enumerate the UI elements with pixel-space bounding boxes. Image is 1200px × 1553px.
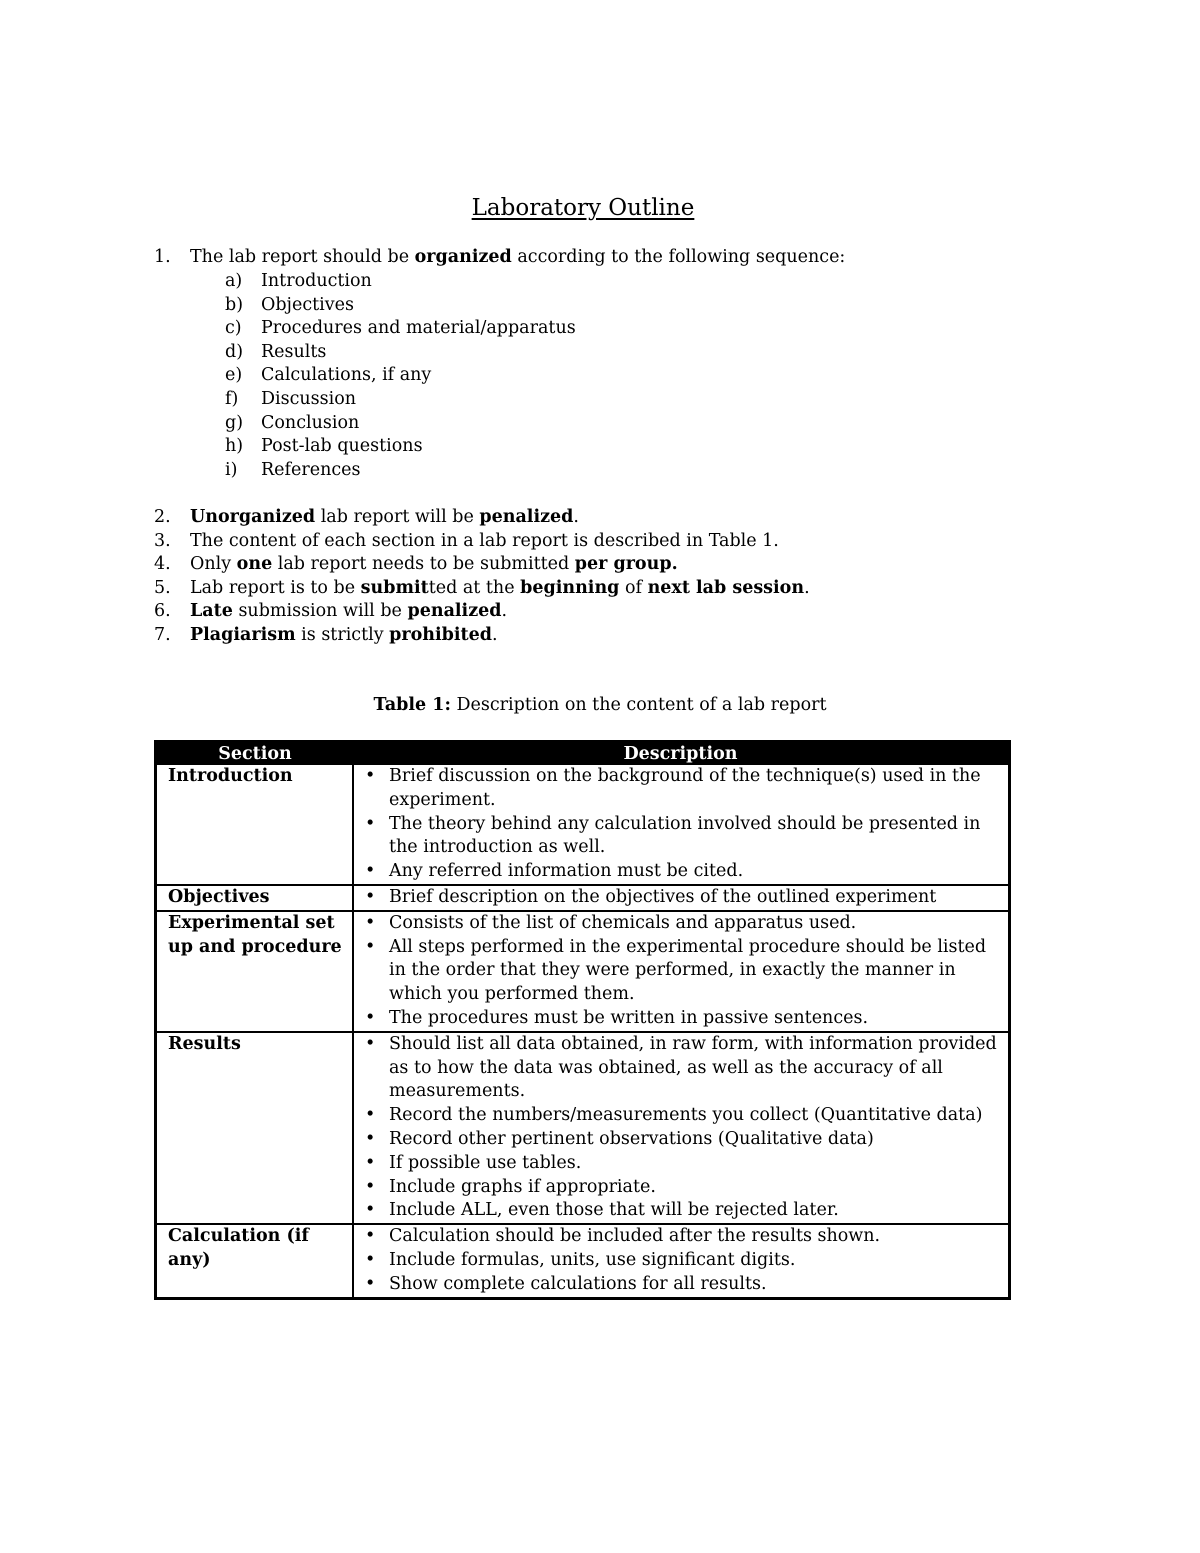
bullet-icon	[354, 1104, 389, 1128]
bullet-text: Calculation should be included after the results shown.	[389, 1226, 881, 1247]
item-text-part: .	[804, 577, 810, 598]
bullet-text: If possible use tables.	[389, 1152, 582, 1173]
sequence-letter: i)	[225, 459, 238, 480]
table-body	[156, 765, 1010, 1298]
table-row	[156, 885, 1010, 911]
item-number: 1.	[154, 247, 171, 267]
section-description	[353, 911, 1010, 1032]
lab-report-table	[154, 740, 1011, 1300]
page-title: Laboratory Outline	[471, 195, 695, 221]
sequence-item	[225, 270, 576, 294]
item-text-part: .	[573, 507, 579, 527]
table-row	[156, 911, 1010, 1032]
sequence-text: Calculations, if any	[261, 365, 432, 386]
description-bullet	[354, 860, 1002, 884]
bullet-text: Include ALL, even those that will be rejected later.	[389, 1200, 839, 1221]
sequence-text: Conclusion	[261, 412, 360, 433]
table-row	[156, 765, 1010, 885]
sequence-item	[225, 459, 576, 483]
sequence-item	[225, 364, 576, 388]
bullet-icon	[354, 1152, 389, 1176]
header-section: Section	[156, 742, 354, 766]
bullet-text: Include graphs if appropriate.	[389, 1176, 656, 1197]
instruction-list-part1	[154, 246, 845, 270]
sequence-item	[225, 341, 576, 365]
sequence-letter: d)	[225, 341, 244, 362]
bullet-icon	[354, 936, 389, 1007]
item-text-bold: per group.	[574, 554, 678, 575]
caption-text: Description on the content of a lab report	[450, 695, 827, 715]
sequence-item	[225, 388, 576, 412]
item-number: 2.	[154, 507, 171, 527]
bullet-icon	[354, 886, 389, 910]
table-row	[156, 1032, 1010, 1224]
item-text-part: .	[492, 624, 498, 645]
description-bullet	[354, 1007, 1002, 1031]
list-item	[154, 530, 810, 554]
list-item	[154, 506, 810, 530]
bullet-icon	[354, 1249, 389, 1273]
section-description	[353, 765, 1010, 885]
bullet-icon	[354, 1007, 389, 1031]
list-item	[154, 553, 810, 577]
item-text-part: Only	[190, 554, 237, 575]
description-bullet	[354, 886, 1002, 910]
description-bullet	[354, 1176, 1002, 1200]
bullet-icon	[354, 765, 389, 813]
section-name: Objectives	[156, 885, 354, 911]
item-text-part: Lab report is to be	[190, 577, 361, 598]
table-caption	[0, 693, 1200, 717]
sequence-text: References	[261, 459, 361, 480]
section-description	[353, 885, 1010, 911]
list-item	[154, 600, 810, 624]
sequence-text: Discussion	[261, 388, 357, 409]
item-text-part: ted at the	[428, 577, 521, 598]
description-bullet	[354, 1225, 1002, 1249]
section-description	[353, 1032, 1010, 1224]
item-text-bold: beginning	[520, 577, 620, 598]
sequence-text: Results	[261, 341, 327, 362]
item-text	[190, 600, 507, 624]
bullet-icon	[354, 813, 389, 861]
description-bullet	[354, 1273, 1002, 1297]
item-text-part: is strictly	[295, 624, 390, 645]
sequence-letter: b)	[225, 294, 244, 315]
item-text	[190, 577, 810, 601]
section-name: Introduction	[156, 765, 354, 885]
bullet-text: Show complete calculations for all results.	[389, 1273, 767, 1294]
section-name: Experimental set up and procedure	[156, 911, 354, 1032]
sequence-letter: g)	[225, 412, 244, 433]
description-bullet	[354, 765, 1002, 813]
item-text-bold: penalized	[479, 507, 574, 527]
item-text	[190, 246, 845, 270]
item-text	[190, 553, 678, 577]
bullet-icon	[354, 1176, 389, 1200]
table-header-row	[156, 742, 1010, 766]
caption-label: Table 1:	[373, 695, 451, 715]
description-bullet	[354, 1152, 1002, 1176]
sequence-item	[225, 435, 576, 459]
bullet-text: Brief description on the objectives of the outlined experiment	[389, 886, 937, 907]
list-item	[154, 246, 845, 270]
description-bullet	[354, 1104, 1002, 1128]
sequence-text: Introduction	[261, 271, 372, 291]
sequence-letter: f)	[225, 388, 239, 409]
bullet-text: Any referred information must be cited.	[389, 861, 744, 882]
item-text-bold: organized	[414, 247, 512, 267]
item-text-part: .	[501, 601, 508, 622]
bullet-text: All steps performed in the experimental procedure should be listed in the order that they were performed, in exactly the manner in which you performed them.	[389, 936, 987, 1005]
item-text-bold: prohibited	[389, 624, 493, 645]
description-bullet	[354, 1033, 1002, 1104]
bullet-icon	[354, 912, 389, 936]
item-text-bold: next lab session	[647, 577, 805, 598]
description-bullet	[354, 936, 1002, 1007]
bullet-text: Should list all data obtained, in raw form, with information provided as to how the data was obtained, as well as the accuracy of all measurements.	[389, 1033, 997, 1102]
bullet-text: Consists of the list of chemicals and apparatus used.	[389, 912, 857, 933]
sequence-text: Procedures and material/apparatus	[261, 318, 576, 339]
sequence-letter: h)	[225, 436, 244, 457]
bullet-text: The procedures must be written in passive sentences.	[389, 1007, 869, 1028]
bullet-text: Record other pertinent observations (Qualitative data)	[389, 1128, 874, 1149]
item-number: 3.	[154, 530, 171, 551]
item-text-bold: Plagiarism	[190, 624, 296, 645]
bullet-text: Record the numbers/measurements you collect (Quantitative data)	[389, 1105, 983, 1126]
item-text-part: The content of each section in a lab report is described in Table 1.	[190, 530, 779, 551]
section-name: Results	[156, 1032, 354, 1224]
header-description: Description	[353, 742, 1010, 766]
item-text-bold: Unorganized	[190, 507, 316, 527]
bullet-icon	[354, 1225, 389, 1249]
description-bullet	[354, 912, 1002, 936]
description-bullet	[354, 1128, 1002, 1152]
sequence-letter: c)	[225, 318, 242, 339]
item-text-part: lab report will be	[315, 507, 480, 527]
instruction-list-part2	[154, 506, 810, 648]
bullet-icon	[354, 1273, 389, 1297]
bullet-icon	[354, 1033, 389, 1104]
sequence-letter: e)	[225, 365, 243, 386]
sequence-item	[225, 412, 576, 436]
item-number: 6.	[154, 601, 171, 622]
list-item	[154, 624, 810, 648]
bullet-icon	[354, 860, 389, 884]
item-number: 7.	[154, 624, 171, 645]
item-text-bold: Late	[190, 601, 233, 622]
item-text-bold: submit	[360, 577, 429, 598]
description-bullet	[354, 1199, 1002, 1223]
bullet-text: Brief discussion on the background of the technique(s) used in the experiment.	[389, 766, 981, 810]
item-text-part: lab report needs to be submitted	[272, 554, 575, 575]
item-number: 5.	[154, 577, 171, 598]
bullet-icon	[354, 1199, 389, 1223]
section-description	[353, 1224, 1010, 1298]
item-text-part: according to the following sequence:	[511, 247, 846, 267]
item-text-bold: penalized	[407, 601, 502, 622]
item-text	[190, 530, 779, 554]
sequence-item	[225, 317, 576, 341]
item-text-part: of	[619, 577, 648, 598]
description-bullet	[354, 1249, 1002, 1273]
sequence-letter: a)	[225, 271, 243, 291]
sequence-item	[225, 294, 576, 318]
bullet-icon	[354, 1128, 389, 1152]
sequence-list	[225, 270, 576, 482]
item-text-bold: one	[236, 554, 273, 575]
item-text	[190, 624, 498, 648]
item-number: 4.	[154, 554, 171, 575]
bullet-text: Include formulas, units, use significant digits.	[389, 1249, 796, 1270]
item-text-part: submission will be	[232, 601, 408, 622]
sequence-text: Post-lab questions	[261, 436, 423, 457]
bullet-text: The theory behind any calculation involved should be presented in the introduction as well.	[389, 813, 981, 858]
table-row	[156, 1224, 1010, 1298]
description-bullet	[354, 813, 1002, 861]
list-item	[154, 577, 810, 601]
sequence-text: Objectives	[261, 294, 354, 315]
item-text-part: The lab report should be	[190, 247, 415, 267]
item-text	[190, 506, 579, 530]
section-name: Calculation (if any)	[156, 1224, 354, 1298]
